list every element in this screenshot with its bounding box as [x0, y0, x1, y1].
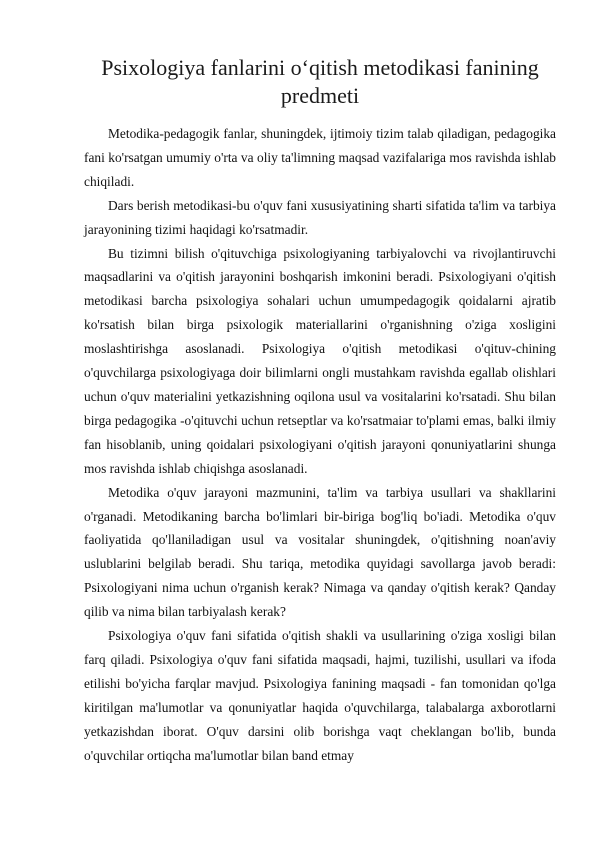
paragraph-1: Metodika-pedagogik fanlar, shuningdek, ijtimoiy tizim talab qiladigan, pedagogika fani ko'rsatgan umumiy o'rta va oliy ta'limning maqsad vazifalariga mos ravishda ishlab chiqiladi. [84, 126, 556, 189]
page-title: Psixologiya fanlarini o‘qitish metodikasi fanining predmeti [101, 55, 539, 108]
document-page [84, 54, 556, 767]
paragraph-3: Bu tizimni bilish o'qituvchiga psixologiyaning tarbiyalovchi va rivojlantiruvchi maqsadlarini va o'qitish jarayonini boshqarish imkonini beradi. Psixologiyani o'qitish metodikasi barcha psixologiya sohalari uchun umumpedagogik qoidalarni ajratib ko'rsatish bilan birga psixologik materiallarini o'rganishning o'ziga xosligini moslashtirishga asoslanadi. Psixologiya o'qitish metodikasi o'qituv-chining o'quvchilarga psixologiyaga doir bilimlarni ongli mustahkam ravishda egallab olishlari uchun o'quv materialini yetkazishning oqilona usul va vositalarini ko'rsatadi. Shu bilan birga pedagogika -o'qituvchi uchun retseptlar va ko'rsatmaiar to'plami emas, balki ilmiy fan hisoblanib, uning qoidalari psixologiyani o'qitish jarayoni qonuniyatlarini shunga mos ravishda ishlab chiqishga asoslanadi. [84, 245, 556, 476]
paragraph-4: Metodika o'quv jarayoni mazmunini, ta'lim va tarbiya usullari va shakllarini o'rganadi. Metodikaning barcha bo'limlari bir-biriga bog'liq bo'iadi. Metodika o'quv faoliyatida qo'llaniladigan usul va vositalar shuningdek, o'qitishning noan'aviy uslublarini belgilab beradi. Shu tariqa, metodika quyidagi savollarga javob beradi: Psixologiyani nima uchun o'rganish kerak? Nimaga va qanday o'qitish kerak? Qanday qilib va nima bilan tarbiyalash kerak? [84, 484, 556, 620]
paragraph-5: Psixologiya o'quv fani sifatida o'qitish shakli va usullarining o'ziga xosligi bilan farq qiladi. Psixologiya o'quv fani sifatida maqsadi, hajmi, tuzilishi, usullari va ifoda etilishi bo'yicha farqlar mavjud. Psixologiya fanining maqsadi - fan tomonidan qo'lga kiritilgan ma'lumotlar va qonuniyatlar haqida o'quvchilarga, talabalarga axborotlarni yetkazishdan iborat. O'quv darsini olib borishga vaqt cheklangan bo'lib, bunda o'quvchilar ortiqcha ma'lumotlar bilan band etmay [84, 628, 556, 763]
paragraph-2: Dars berish metodikasi-bu o'quv fani xususiyatining sharti sifatida ta'lim va tarbiya jarayonining tizimi haqidagi ko'rsatmadir. [84, 197, 556, 237]
